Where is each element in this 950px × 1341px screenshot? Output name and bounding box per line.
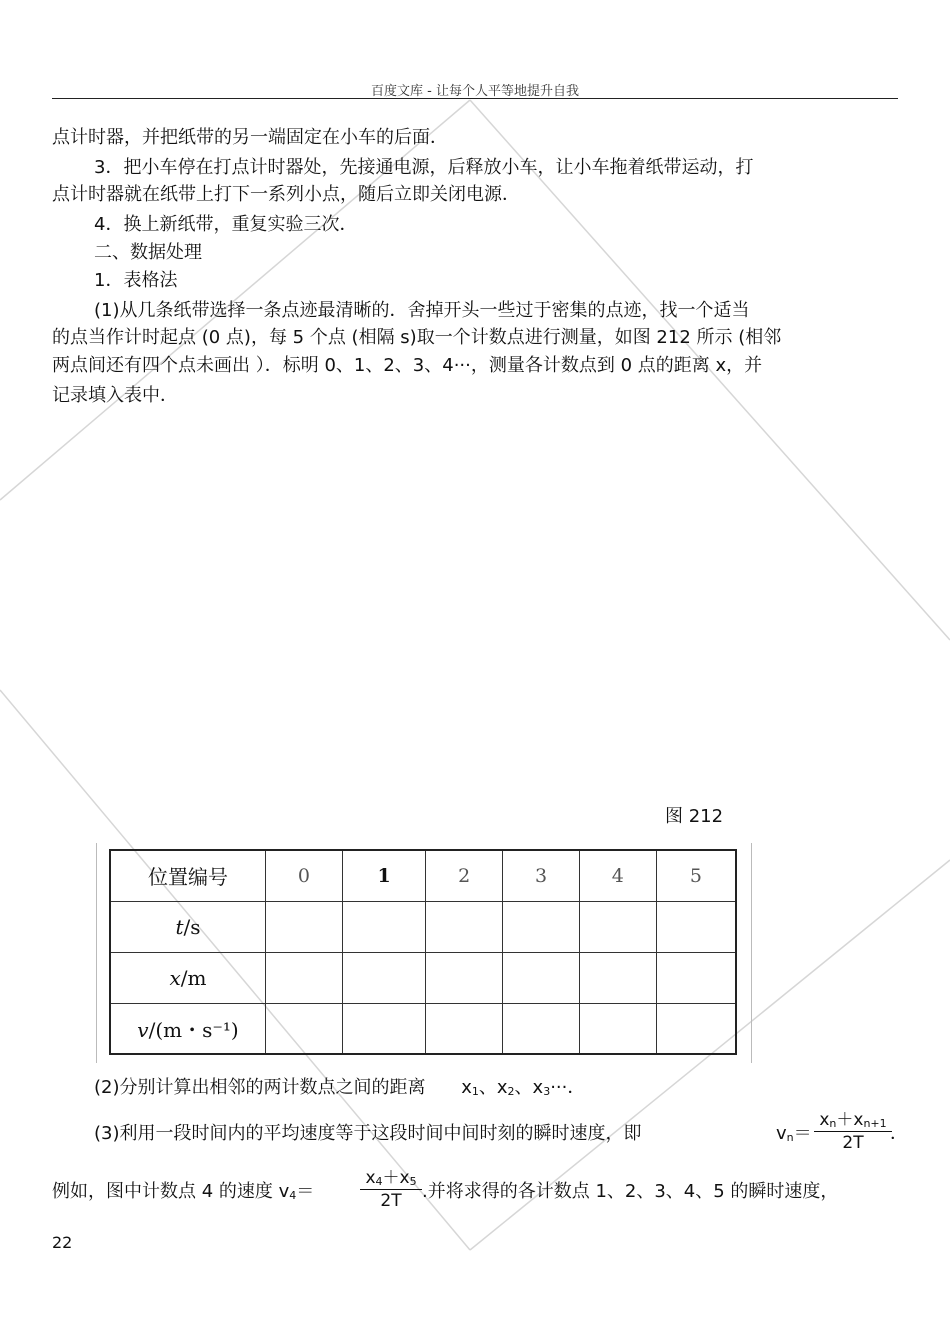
table-col-header: 2: [426, 850, 503, 901]
paragraph-line: 点计时器就在纸带上打下一系列小点，随后立即关闭电源．: [52, 184, 520, 205]
table-row: [110, 952, 736, 1003]
table-row-header: x/m: [110, 952, 266, 1003]
table-col-header: 4: [579, 850, 656, 901]
figure-label: 图 212: [665, 806, 724, 827]
table-row: [110, 901, 736, 952]
section-heading: 二、数据处理: [94, 242, 202, 263]
table-cell: [342, 1003, 426, 1054]
table-cell: [426, 952, 503, 1003]
paragraph-line: 的点当作计时起点 (0 点)，每 5 个点 (相隔 s)取一个计数点进行测量，如图 212 所示 (相邻: [52, 327, 782, 348]
table-row-header: t/s: [110, 901, 266, 952]
table-cell: [503, 952, 580, 1003]
table-col-header: 5: [656, 850, 736, 901]
step3-lhs: $v_n=$: [776, 1123, 812, 1144]
table-cell: [342, 901, 426, 952]
data-table: [109, 849, 737, 1055]
table-cell: [503, 901, 580, 952]
paragraph-line: 记录填入表中．: [52, 385, 178, 406]
subsection-heading: 1．表格法: [94, 270, 178, 291]
table-cell: [656, 901, 736, 952]
header-title: 百度文库 - 让每个人平等地提升自我: [371, 84, 579, 99]
paragraph-line: 4．换上新纸带，重复实验三次．: [94, 214, 358, 235]
table-cell: [579, 901, 656, 952]
example-line: 例如，图中计数点 4 的速度 $v_4=$: [52, 1181, 315, 1202]
table-cell: [579, 1003, 656, 1054]
example-tail: .并将求得的各计数点 1、2、3、4、5 的瞬时速度，: [422, 1181, 839, 1202]
table-cell: [426, 901, 503, 952]
table-header-label: 位置编号: [110, 850, 266, 901]
page-number: 22: [52, 1233, 73, 1252]
data-table-frame: [96, 843, 752, 1063]
paragraph-line: (1)从几条纸带选择一条点迹最清晰的．舍掉开头一些过于密集的点迹，找一个适当: [94, 300, 750, 321]
table-cell: [266, 901, 343, 952]
table-col-header: 0: [266, 850, 343, 901]
paragraph-line: 点计时器，并把纸带的另一端固定在小车的后面．: [52, 127, 448, 148]
step3-end: ．: [890, 1123, 908, 1144]
table-col-header: 3: [503, 850, 580, 901]
step3-line: (3)利用一段时间内的平均速度等于这段时间中间时刻的瞬时速度，即: [94, 1123, 642, 1144]
table-col-header: 1: [342, 850, 426, 901]
table-row-header: v/(m・s⁻¹): [110, 1003, 266, 1054]
table-cell: [426, 1003, 503, 1054]
table-cell: [656, 1003, 736, 1054]
example-fraction: $x_4+x_5$ 2T: [360, 1163, 422, 1211]
step2-line: (2)分别计算出相邻的两计数点之间的距离 $x_1$、$x_2$、$x_3\cdot\cdot\cdot$．: [94, 1077, 586, 1098]
paragraph-line: 3．把小车停在打点计时器处，先接通电源，后释放小车，让小车拖着纸带运动，打: [94, 157, 754, 178]
table-cell: [266, 1003, 343, 1054]
step3-fraction: $x_n+x_{n+1}$ 2T: [814, 1105, 892, 1153]
table-cell: [342, 952, 426, 1003]
table-cell: [503, 1003, 580, 1054]
table-cell: [656, 952, 736, 1003]
paragraph-line: 两点间还有四个点未画出 ）．标明 0、1、2、3、4···，测量各计数点到 0 点的距离 x，并: [52, 355, 763, 376]
header-divider: [52, 98, 898, 99]
table-cell: [579, 952, 656, 1003]
table-cell: [266, 952, 343, 1003]
table-header-row: [110, 850, 736, 901]
table-row: [110, 1003, 736, 1054]
